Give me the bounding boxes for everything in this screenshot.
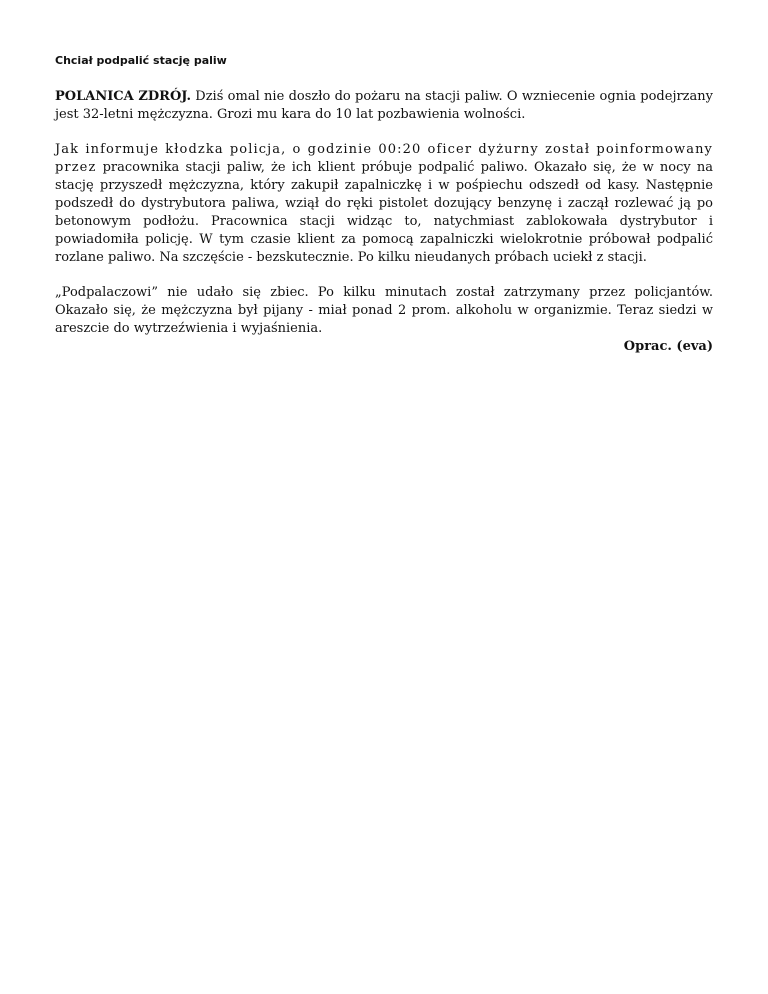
lead-text: Dziś omal nie doszło do pożaru na stacji paliw. O wzniecenie ognia podejrzany jest 32-letni mężczyzna. Grozi mu kara do 10 lat pozbawienia wolności. bbox=[55, 89, 714, 122]
article-headline: Chciał podpalić stację paliw bbox=[55, 54, 227, 67]
article bbox=[55, 54, 713, 356]
paragraph-2-first-line: Jak informuje kłodzka policja, o godzinie 00:20 oficer dyżurny został poinformowany przez bbox=[55, 142, 713, 175]
article-byline: Oprac. (eva) bbox=[623, 339, 713, 354]
body-paragraph-2 bbox=[55, 141, 713, 267]
paragraph-2-rest: pracownika stacji paliw, że ich klient próbuje podpalić paliwo. Okazało się, że w nocy na stację przyszedł mężczyzna, który zakupił zapalniczkę i w pośpiechu odszedł od kasy. Następnie podszedł do dystrybutora paliwa, wziął do ręki pistolet dozujący benzynę i zaczął rozlewać ją po betonowym podłożu. Pracownica stacji widząc to, natychmiast zablokowała dystrybutor i powiadomiła policję. W tym czasie klient za pomocą zapalniczki wielokrotnie próbował podpalić rozlane paliwo. Na szczęście - bezskutecznie. Po kilku nieudanych próbach uciekł z stacji. bbox=[55, 160, 713, 265]
lead-place: POLANICA ZDRÓJ. bbox=[55, 89, 191, 104]
body-paragraph-3: „Podpalaczowi” nie udało się zbiec. Po kilku minutach został zatrzymany przez policjantów. Okazało się, że mężczyzna był pijany - miał ponad 2 prom. alkoholu w organizmie. Teraz siedzi w areszcie do wytrzeźwienia i wyjaśnienia. bbox=[55, 285, 713, 336]
lead-paragraph bbox=[55, 88, 713, 124]
